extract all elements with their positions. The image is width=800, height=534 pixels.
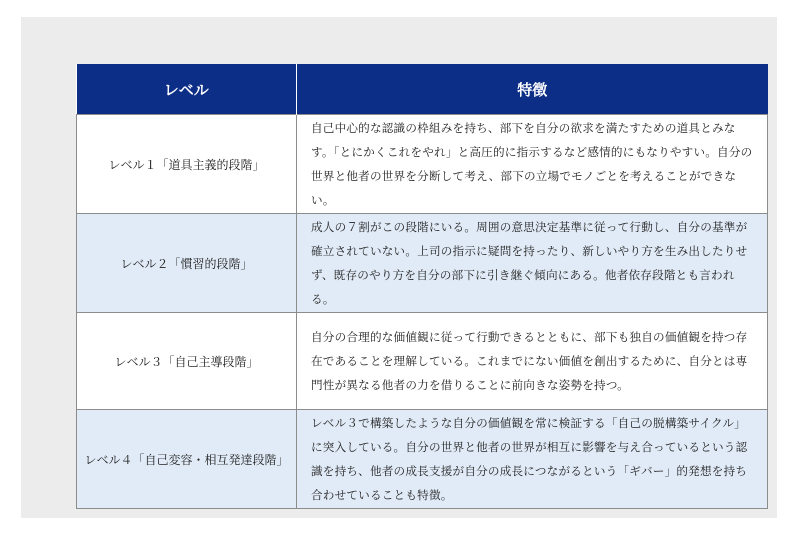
- level-description: 成人の７割がこの段階にいる。周囲の意思決定基準に従って行動し、自分の基準が確立されていない。上司の指示に疑問を持ったり、新しいやり方を生み出したりせず、既存のやり方を自分の部下に引き継ぐ傾向にある。他者依存段階とも言われる。: [297, 214, 768, 313]
- table-row: [77, 410, 768, 509]
- table-row: [77, 214, 768, 313]
- level-description: 自己中心的な認識の枠組みを持ち、部下を自分の欲求を満たすための道具とみなす。「とにかくこれをやれ」と高圧的に指示するなど感情的にもなりやすい。自分の世界と他者の世界を分断して考え、部下の立場でモノごとを考えることができない。: [297, 115, 768, 214]
- header-characteristics: 特徴: [297, 64, 768, 115]
- level-name: レベル１「道具主義的段階」: [77, 115, 297, 214]
- table-header-row: [77, 64, 768, 115]
- level-name: レベル２「慣習的段階」: [77, 214, 297, 313]
- header-level: レベル: [77, 64, 297, 115]
- level-name: レベル３「自己主導段階」: [77, 313, 297, 410]
- development-levels-table: [76, 64, 768, 509]
- level-description: レベル３で構築したような自分の価値観を常に検証する「自己の脱構築サイクル」に突入している。自分の世界と他者の世界が相互に影響を与え合っているという認識を持ち、他者の成長支援が自分の成長につながるという「ギバー」的発想を持ち合わせていることも特徴。: [297, 410, 768, 509]
- table-row: [77, 313, 768, 410]
- level-name: レベル４「自己変容・相互発達段階」: [77, 410, 297, 509]
- table-frame: [21, 17, 777, 518]
- table-row: [77, 115, 768, 214]
- level-description: 自分の合理的な価値観に従って行動できるとともに、部下も独自の価値観を持つ存在であることを理解している。これまでにない価値を創出するために、自分とは専門性が異なる他者の力を借りることに前向きな姿勢を持つ。: [297, 313, 768, 410]
